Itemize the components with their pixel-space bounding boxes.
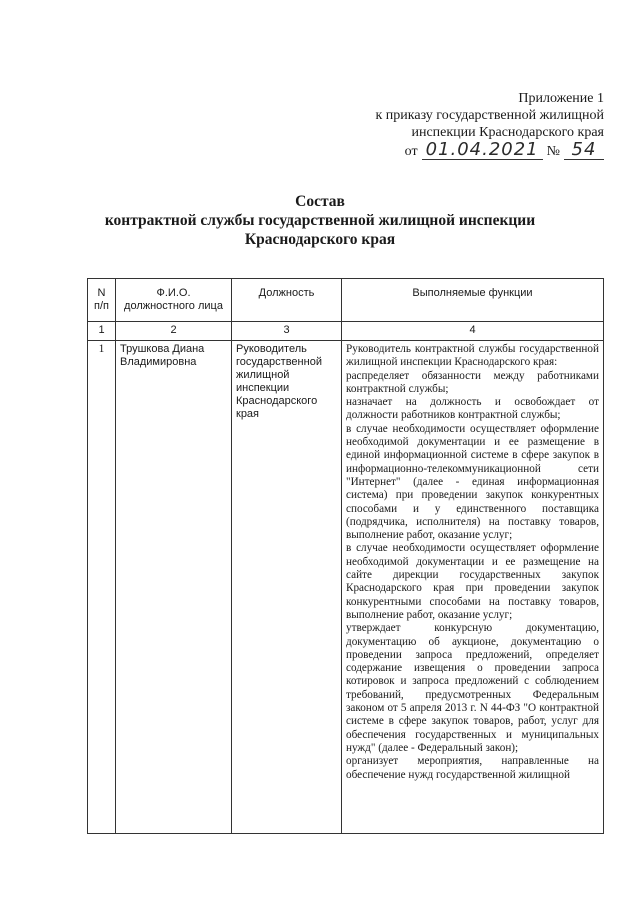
appendix-header: [304, 90, 604, 160]
appendix-title: Приложение 1: [518, 91, 604, 106]
title-line-2: контрактной службы государственной жилищной инспекции: [104, 212, 536, 229]
handwritten-date: 01.04.2021: [422, 141, 543, 160]
title-line-3: Краснодарского края: [244, 231, 396, 248]
row-functions: [342, 341, 604, 834]
function-item: Руководитель контрактной службы государственной жилищной инспекции Краснодарского края:: [346, 343, 599, 369]
title-line-1: Состав: [295, 193, 345, 210]
appendix-date-row: [304, 141, 604, 160]
index-cell: 4: [342, 322, 604, 341]
function-item: утверждает конкурсную документацию, документацию об аукционе, документацию о проведении запроса предложений, определяет содержание извещения о проведении запроса котировок и запроса предложений с соблюдением требований, предусмотренных Федеральным законом от 5 апреля 2013 г. N 44-ФЗ "О контрактной системе в сфере закупок товаров, работ, услуг для обеспечения государственных и муниципальных нужд" (далее - Федеральный закон);: [346, 622, 599, 754]
header-position: Должность: [232, 279, 342, 322]
header-functions: Выполняемые функции: [342, 279, 604, 322]
date-prefix: от: [404, 144, 418, 159]
function-item: в случае необходимости осуществляет оформление необходимой документации и ее размещение на сайте дирекции государственных закупок Краснодарского края при проведении закупок конкурентными способами на поставку товаров, выполнение работ, оказание услуг;: [346, 542, 599, 621]
number-prefix: №: [546, 144, 560, 159]
handwritten-number: 54: [564, 141, 604, 160]
function-item: назначает на должность и освобождает от должности работников контрактной службы;: [346, 396, 599, 422]
function-item: распределяет обязанности между работниками контрактной службы;: [346, 369, 599, 395]
appendix-order-ref: к приказу государственной жилищной: [375, 108, 604, 123]
index-cell: 1: [88, 322, 116, 341]
row-fio: Трушкова Диана Владимировна: [116, 341, 232, 834]
staff-table: [87, 278, 604, 834]
header-fio: Ф.И.О. должностного лица: [116, 279, 232, 322]
table-index-row: [88, 322, 604, 341]
function-item: в случае необходимости осуществляет оформление необходимой документации и ее размещение в единой информационной системе в сфере закупок в информационно-телекоммуникационной сети "Интернет" (далее - единая информационная система) при проведении закупок конкурентных способами и у единственного поставщика (подрядчика, исполнителя) на поставку товаров, выполнение работ, оказание услуг;: [346, 422, 599, 542]
row-position: Руководитель государственной жилищной инспекции Краснодарского края: [232, 341, 342, 834]
index-cell: 3: [232, 322, 342, 341]
table-header-row: [88, 279, 604, 322]
row-number: 1: [88, 341, 116, 834]
index-cell: 2: [116, 322, 232, 341]
document-title: [100, 192, 540, 249]
table-row: [88, 341, 604, 834]
appendix-authority: инспекции Краснодарского края: [411, 125, 604, 140]
function-item: организует мероприятия, направленные на обеспечение нужд государственной жилищной: [346, 755, 599, 781]
header-num: N п/п: [88, 279, 116, 322]
